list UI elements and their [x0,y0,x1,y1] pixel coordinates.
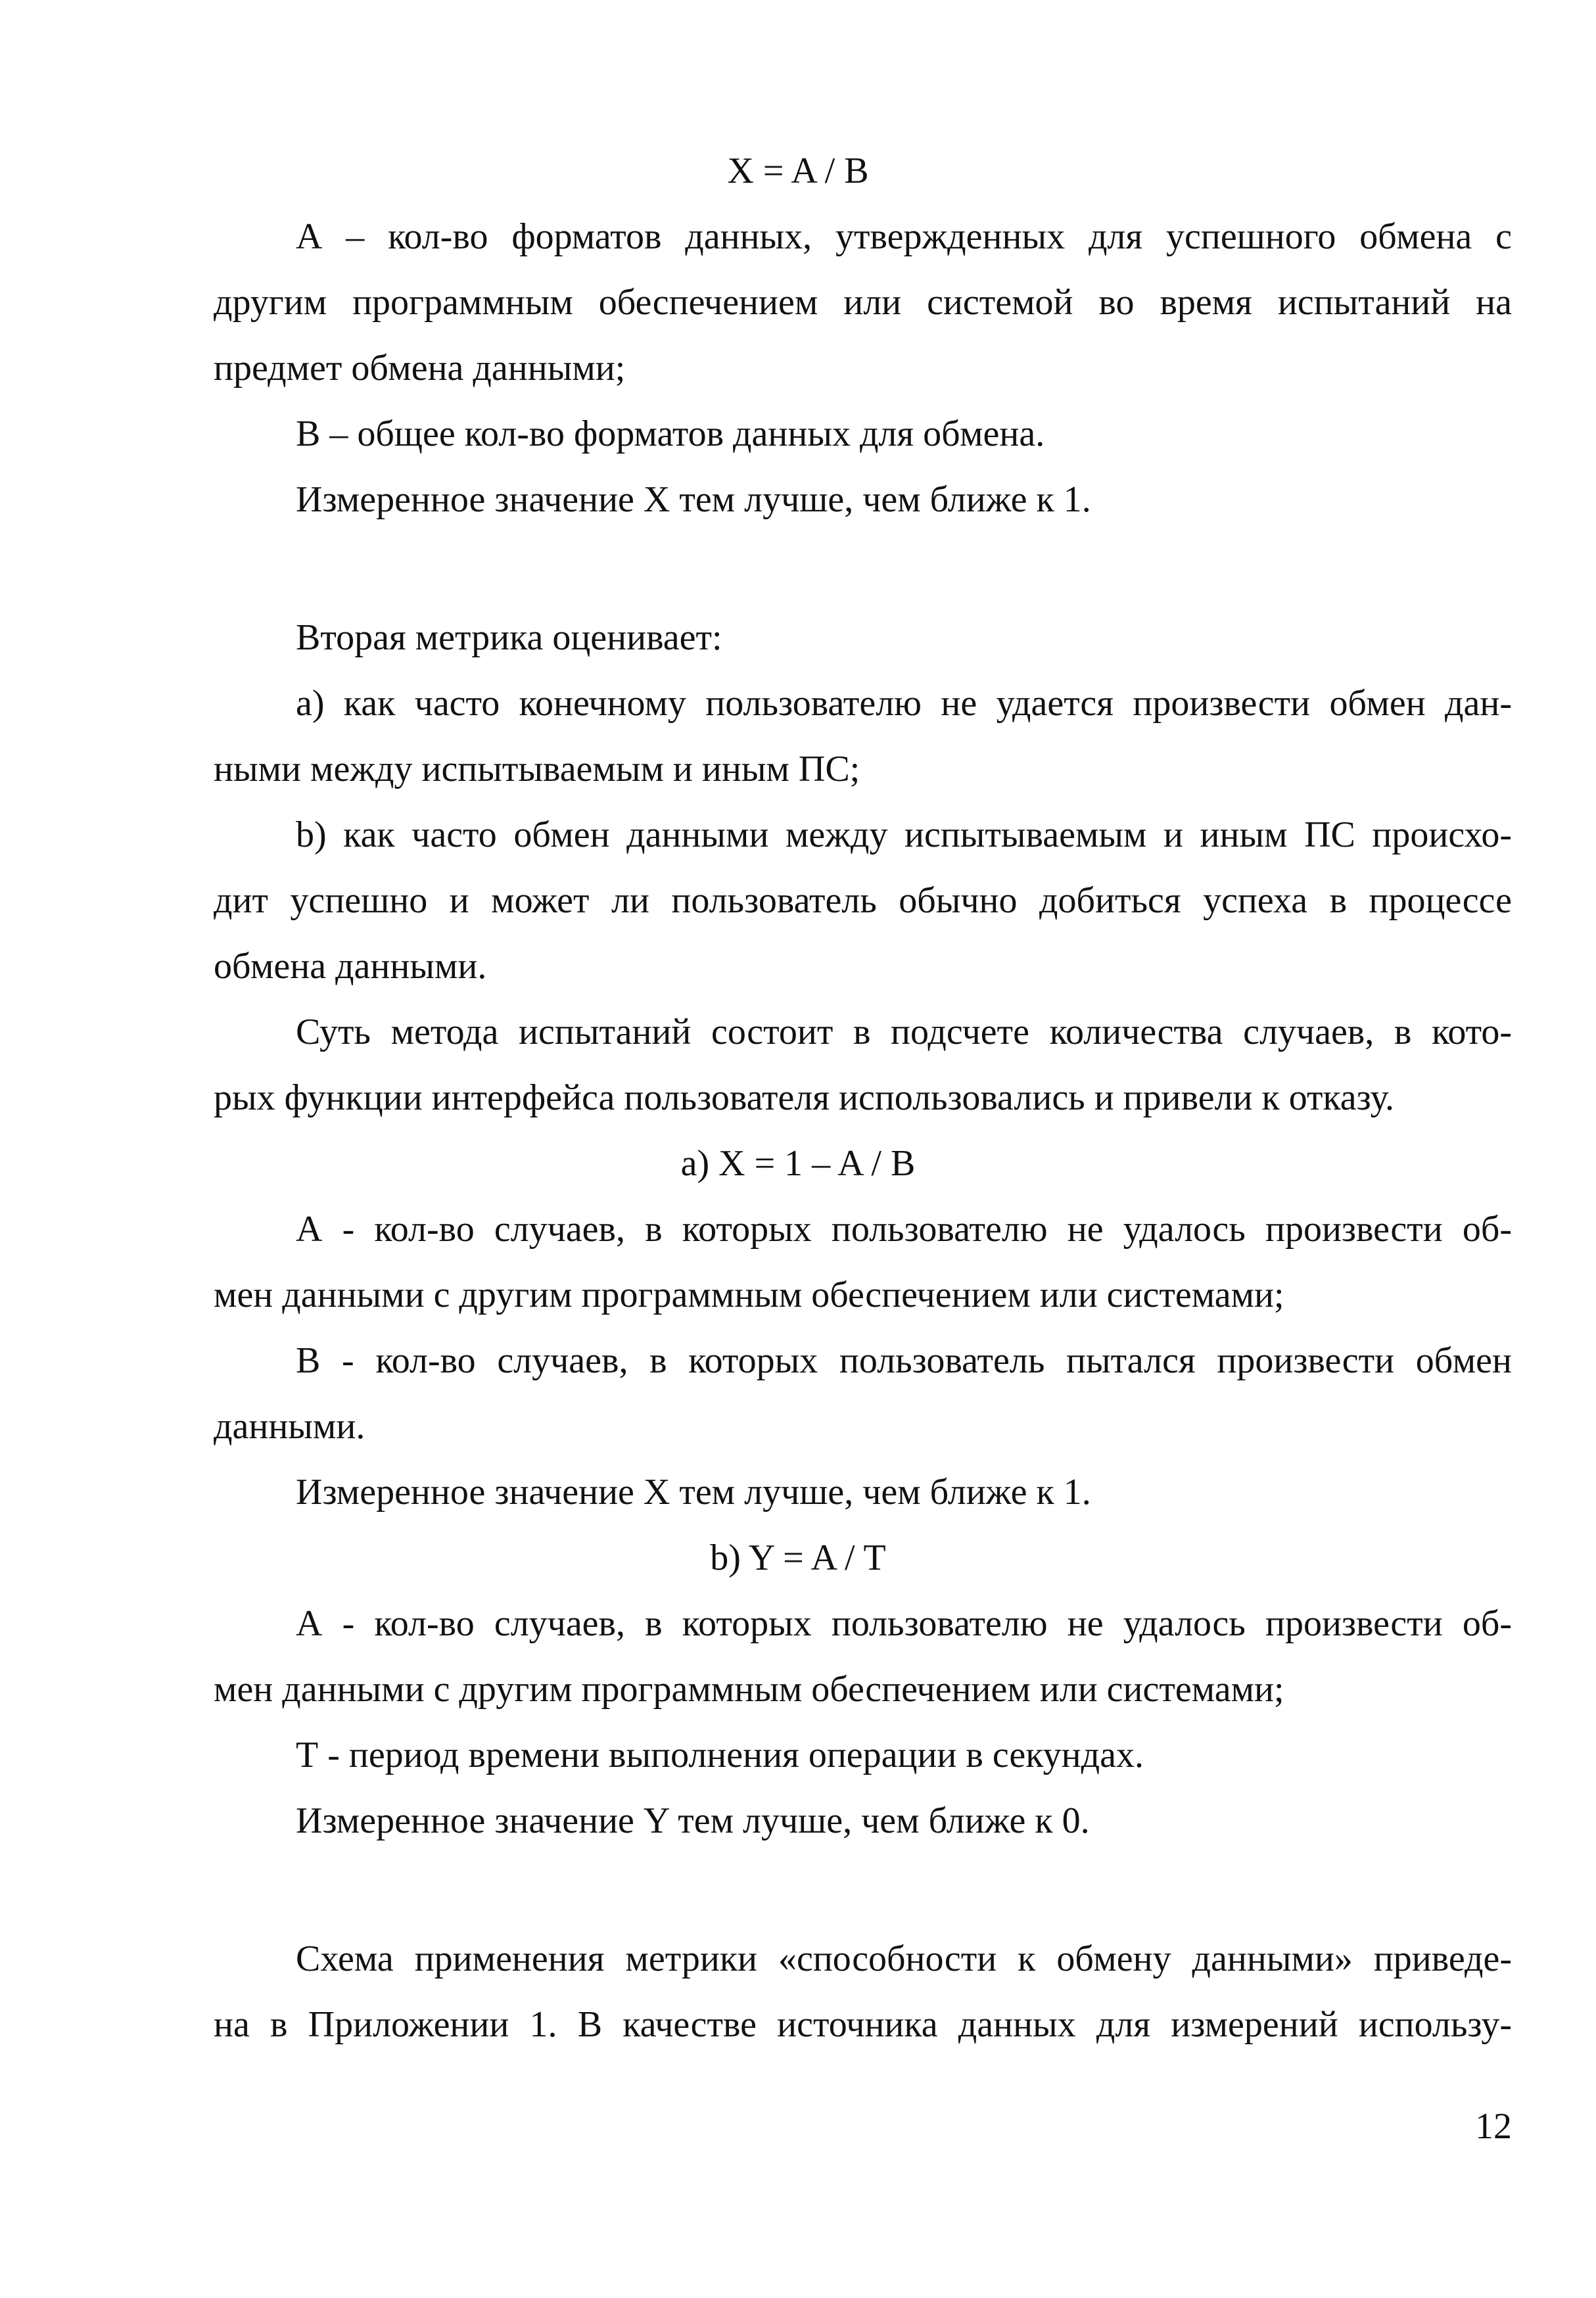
scheme-line-2: на в Приложении 1. В качестве источника данных для измерений использу- [214,2004,1512,2045]
scheme-line-1: Схема применения метрики «способности к обмену данными» приведе- [296,1938,1512,1979]
measure-x-note: Измеренное значение X тем лучше, чем ближе к 1. [296,479,1091,520]
definition-t: Т - период времени выполнения операции в секундах. [296,1735,1144,1775]
formula-b: b) Y = A / T [710,1537,886,1578]
definition-a-line-2: другим программным обеспечением или системой во время испытаний на [214,282,1512,323]
second-metric-intro: Вторая метрика оценивает: [296,617,722,658]
definition-b: В – общее кол-во форматов данных для обмена. [296,413,1045,454]
formula-x-equals-a-over-b: X = A / B [727,151,869,191]
item-a-line-1: а) как часто конечному пользователю не удается произвести обмен дан- [296,683,1512,724]
measure-y-note: Измеренное значение Y тем лучше, чем ближе к 0. [296,1800,1090,1841]
formula-a: a) X = 1 – A / B [680,1143,916,1184]
definition-a2-line-2: мен данными с другим программным обеспечением или системами; [214,1275,1284,1315]
definition-b2-line-1: В - кол-во случаев, в которых пользователь пытался произвести обмен [296,1340,1512,1381]
measure-x2-note: Измеренное значение X тем лучше, чем ближе к 1. [296,1472,1091,1512]
definition-a3-line-1: А - кол-во случаев, в которых пользователю не удалось произвести об- [296,1603,1512,1644]
item-b-line-2: дит успешно и может ли пользователь обычно добиться успеха в процессе [214,880,1512,921]
definition-a-line-3: предмет обмена данными; [214,348,626,388]
method-line-1: Суть метода испытаний состоит в подсчете количества случаев, в кото- [296,1012,1512,1052]
definition-a2-line-1: А - кол-во случаев, в которых пользователю не удалось произвести об- [296,1209,1512,1250]
method-line-2: рых функции интерфейса пользователя использовались и привели к отказу. [214,1077,1394,1118]
definition-a3-line-2: мен данными с другим программным обеспечением или системами; [214,1669,1284,1710]
definition-a-line-1: А – кол-во форматов данных, утвержденных для успешного обмена с [296,216,1512,257]
item-b-line-3: обмена данными. [214,946,487,987]
item-b-line-1: b) как часто обмен данными между испытываемым и иным ПС происхо- [296,814,1512,855]
item-a-line-2: ными между испытываемым и иным ПС; [214,749,860,789]
page-number: 12 [1475,2106,1512,2147]
definition-b2-line-2: данными. [214,1406,365,1447]
